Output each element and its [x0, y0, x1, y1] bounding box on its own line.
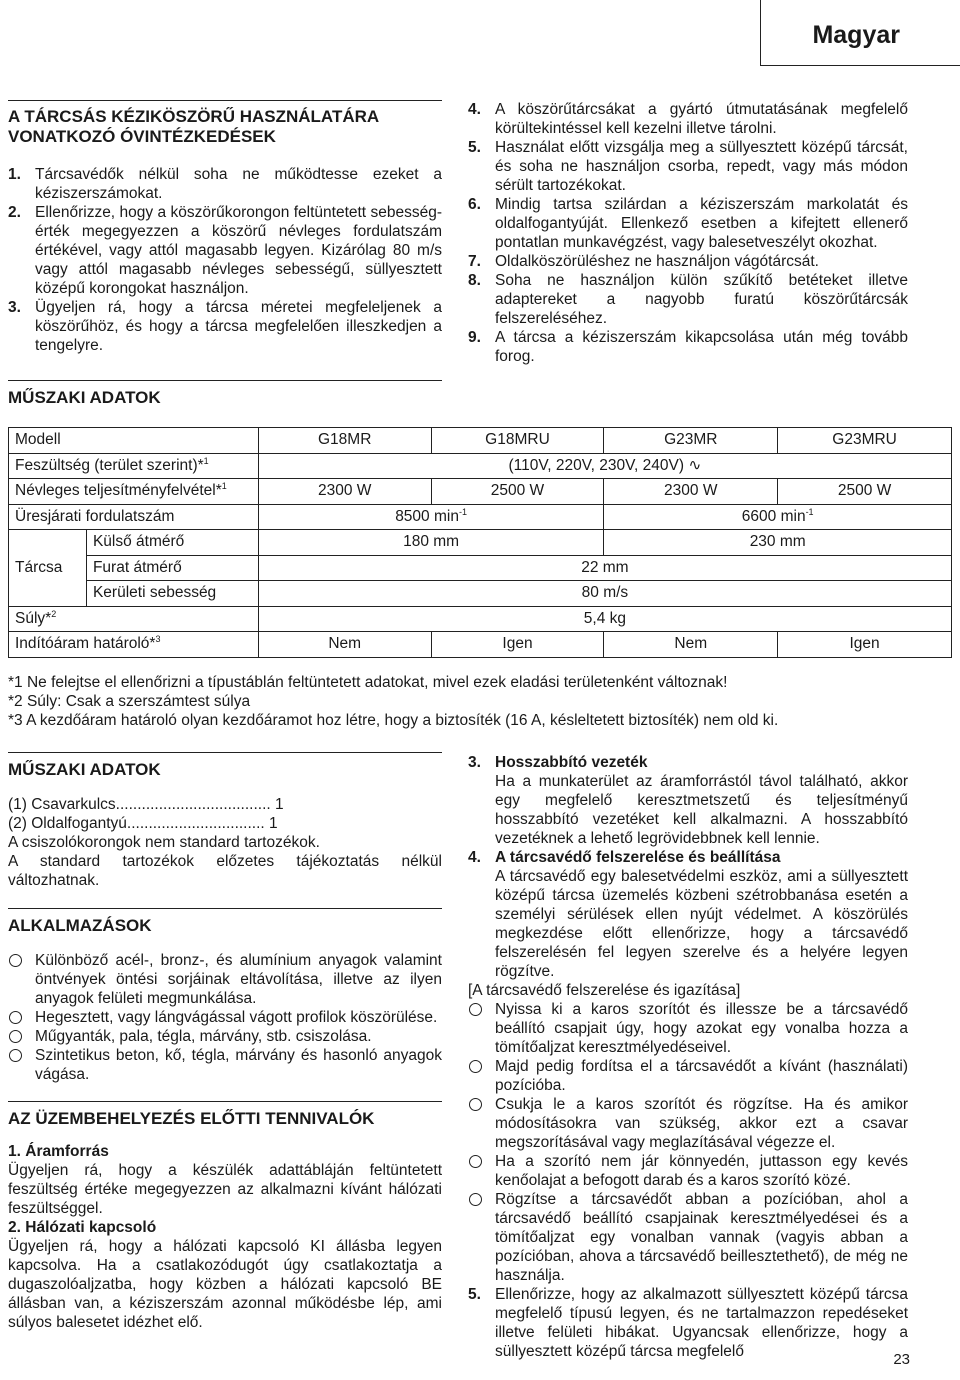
table-cell: 2500 W — [431, 479, 604, 505]
table-cell: Külső átmérő — [86, 530, 258, 556]
list-item: 4. A köszörűtárcsákat a gyártó útmutatásának megfelelő körültekintéssel kell kezelni illetve tárolni. — [468, 101, 908, 137]
prep-step-4-list — [468, 1000, 908, 1285]
accessories-note: A csiszolókorongok nem standard tartozékok. — [8, 834, 320, 851]
lower-left-column — [8, 752, 442, 1332]
table-cell: Igen — [431, 632, 604, 658]
table-row — [9, 428, 952, 454]
footnote: *3 A kezdőáram határoló olyan kezdőáramot hoz létre, hogy a biztosíték (16 A, késleltetett biztosíték) nem old ki. — [8, 712, 779, 729]
table-cell: Indítóáram határoló*$^3$ — [9, 632, 259, 658]
safety-list-left — [8, 165, 442, 355]
table-cell: 230 mm — [604, 530, 952, 556]
list-item: Szintetikus beton, kő, tégla, márvány és hasonló anyagok vágása. — [8, 1046, 442, 1084]
specs-footnotes — [8, 673, 952, 730]
table-cell: Üresjárati fordulatszám — [9, 504, 259, 530]
applications-title: ALKALMAZÁSOK — [8, 916, 152, 935]
table-cell: Nem — [258, 632, 431, 658]
section-rule — [8, 100, 442, 101]
prep-title: AZ ÜZEMBEHELYEZÉS ELŐTTI TENNIVALÓK — [8, 1109, 375, 1128]
specs-table — [8, 427, 952, 658]
prep-step-1: 1. Áramforrás Ügyeljen rá, hogy a készülék adattábláján feltüntetett feszültség értéke megegyezzen az alkalmazni kívánt hálózati feszültséggel. — [8, 1143, 442, 1217]
list-item: (2) Oldalfogantyú................................ 1 — [8, 815, 278, 832]
list-item: (1) Csavarkulcs.................................... 1 — [8, 796, 284, 813]
prep-step-2: 2. Hálózati kapcsoló Ügyeljen rá, hogy a hálózati kapcsoló KI állásba legyen kapcsolva. Ha a csatlakozódugót úgy csatlakoztatja a dugaszolóaljzatba, hogy közben a hálózati kapcsoló BE állásban van, a kéziszerszám azonnal működésbe lép, ami súlyos balesetet idézhet elő. — [8, 1219, 442, 1331]
table-cell: G23MR — [604, 428, 778, 454]
language-label: Magyar — [812, 21, 900, 49]
list-item: Hegesztett, vagy lángvágással vágott profilok köszörülése. — [8, 1008, 442, 1027]
table-row — [9, 479, 952, 505]
lower-right-column — [468, 753, 908, 1361]
table-cell: G23MRU — [778, 428, 952, 454]
section-rule — [8, 752, 442, 753]
table-cell: G18MRU — [431, 428, 604, 454]
accessories-title: MŰSZAKI ADATOK — [8, 760, 161, 779]
table-cell: G18MR — [258, 428, 431, 454]
section-rule — [8, 380, 442, 381]
specs-title: MŰSZAKI ADATOK — [8, 388, 161, 407]
table-cell: Nem — [604, 632, 778, 658]
table-cell: 180 mm — [258, 530, 604, 556]
section-rule — [8, 908, 442, 909]
table-cell: (110V, 220V, 230V, 240V) ∿ — [258, 453, 951, 479]
table-cell: Súly*$^2$ — [9, 606, 259, 632]
ac-symbol-icon: ∿ — [688, 456, 702, 474]
prep-step-3: 3. Hosszabbító vezeték Ha a munkaterület az áramforrástól távol található, akkor egy megfelelő keresztmetszetű és teljesítményű hosszabbító vezetéket kell alkalmazni. A hosszabbító vezetéknek a lehető legrövidebbnek kell lennie. — [468, 754, 908, 847]
list-item: 3. Ügyeljen rá, hogy a tárcsa méretei megfeleljenek a köszörűhöz, és hogy a tárcsa megfelelően illeszkedjen a tengelyre. — [8, 299, 442, 354]
prep-step-4: 4. A tárcsavédő felszerelése és beállítása A tárcsavédő egy balesetvédelmi eszköz, ami a süllyesztett középű tárcsa üzemelés közbeni szétrobbanása esetén a személyi sérülések ellen nyújt védelmet. A köszörülés megkezdése előtt ellenőrizze, hogy a tárcsavédő felszerelésén fel legyen szerelve és a helyére legyen rögzítve. — [468, 849, 908, 980]
table-cell: 6600 $\min^{-1}$ — [604, 504, 952, 530]
list-item: 8. Soha ne használjon külön szűkítő betéteket illetve adaptereket a nagyobb furatú köszörűtárcsák felszereléséhez. — [468, 272, 908, 327]
table-cell: Modell — [9, 428, 259, 454]
safety-section-left — [8, 100, 442, 355]
specs-header — [8, 380, 442, 408]
list-item: Különböző acél-, bronz-, és alumínium anyagok valamint öntvények öntési sorjáinak eltávolítása, illetve az ilyen anyagok felületi megmunkálása. — [8, 951, 442, 1008]
list-item: Nyissa ki a karos szorítót és illessze be a tárcsavédő beállító csapjait úgy, hogy azokat egy vonalba hozza a tömítőaljzat keresztmélyedéseivel. — [468, 1000, 908, 1057]
table-cell: 2300 W — [604, 479, 778, 505]
safety-section-right — [468, 100, 908, 366]
accessories-note: A standard tartozékok előzetes tájékoztatás nélkül változhatnak. — [8, 853, 442, 889]
page-number: 23 — [893, 1351, 910, 1368]
table-row — [9, 632, 952, 658]
table-row — [9, 555, 952, 581]
list-item: Ha a szorító nem jár könnyedén, juttasson egy kevés kenőolajat a befogott darab és a karos szorító közé. — [468, 1152, 908, 1190]
list-item: 9. A tárcsa a kéziszerszám kikapcsolása után még tovább forog. — [468, 329, 908, 365]
footnote: *1 Ne felejtse el ellenőrizni a típustáblán feltüntetett adatokat, mivel ezek eladási területenként változnak! — [8, 674, 728, 691]
table-row — [9, 504, 952, 530]
table-row — [9, 606, 952, 632]
table-cell: Furat átmérő — [86, 555, 258, 581]
table-cell: 22 mm — [258, 555, 951, 581]
prep-step-5: 5. Ellenőrizze, hogy az alkalmazott süllyesztett középű tárcsa megfelelő típusú legyen, és ne tartalmazzon repedéseket illetve felületi hibákat. Ugyancsak ellenőrizze, hogy a süllyesztett középű tárcsa megfelelő — [468, 1286, 908, 1360]
table-cell: 2300 W — [258, 479, 431, 505]
list-item: Műgyanták, pala, tégla, márvány, stb. csiszolása. — [8, 1027, 442, 1046]
list-item: Majd pedig fordítsa el a tárcsavédőt a kívánt (használati) pozícióba. — [468, 1057, 908, 1095]
table-cell: 2500 W — [778, 479, 952, 505]
table-cell: Igen — [778, 632, 952, 658]
table-row — [9, 581, 952, 607]
accessories-list — [8, 795, 442, 833]
applications-list — [8, 951, 442, 1084]
table-cell: Névleges teljesítményfelvétel*$^1$ — [9, 479, 259, 505]
section-rule — [8, 1101, 442, 1102]
list-item: 2. Ellenőrizze, hogy a köszörűkorongon feltüntetett sebesség-érték megegyezzen a köszörű névleges fordulatszám értékével, vagy attól magasabb legyen. Kizárólag 80 m/s vagy attól magasabb névleges sebességű, süllyesztett középű korongokat használjon. — [8, 204, 442, 297]
list-item: Csukja le a karos szorítót és rögzítse. Ha és amikor módosításokra van szükség, akkor ezt a csavar megszorításával vagy meglazításával végezze el. — [468, 1095, 908, 1152]
safety-title-line2: VONATKOZÓ ÓVINTÉZKEDÉSEK — [8, 127, 276, 146]
safety-list-right — [468, 100, 908, 366]
table-row — [9, 453, 952, 479]
table-row — [9, 530, 952, 556]
table-cell: Kerületi sebesség — [86, 581, 258, 607]
list-item: Rögzítse a tárcsavédőt abban a pozícióban, ahol a tárcsavédő beállító csapjainak keresztmélyedései és a tömítőaljzat egy vonalban vannak (vagyis abban a pozícióban, ahova a tárcsavédő beillesztethető), de még ne használja. — [468, 1190, 908, 1285]
list-item: 5. Használat előtt vizsgálja meg a süllyesztett középű tárcsát, és soha ne használjon csorba, repedt, vagy más módon sérült tartozékokat. — [468, 139, 908, 194]
list-item: 1. Tárcsavédők nélkül soha ne működtesse ezeket a kéziszerszámokat. — [8, 166, 442, 202]
table-cell: 5,4 kg — [258, 606, 951, 632]
prep-step-4-subheading: [A tárcsavédő felszerelése és igazítása] — [468, 982, 741, 999]
safety-title-line1: A TÁRCSÁS KÉZIKÖSZÖRŰ HASZNÁLATÁRA — [8, 107, 380, 126]
table-cell: Feszültség (terület szerint)*$^1$ — [9, 453, 259, 479]
language-tab — [760, 0, 960, 66]
table-cell: 80 m/s — [258, 581, 951, 607]
list-item: 7. Oldalköszörüléshez ne használjon vágótárcsát. — [468, 253, 819, 270]
footnote: *2 Súly: Csak a szerszámtest súlya — [8, 693, 251, 710]
table-cell: 8500 $\min^{-1}$ — [258, 504, 604, 530]
list-item: 6. Mindig tartsa szilárdan a kéziszerszám markolatát és oldalfogantyúját. Ellenkező esetben a kifejtett ellenerő pontatlan munkavégzést, vagy balesetveszélyt okozhat. — [468, 196, 908, 251]
table-cell: Tárcsa — [9, 530, 87, 607]
